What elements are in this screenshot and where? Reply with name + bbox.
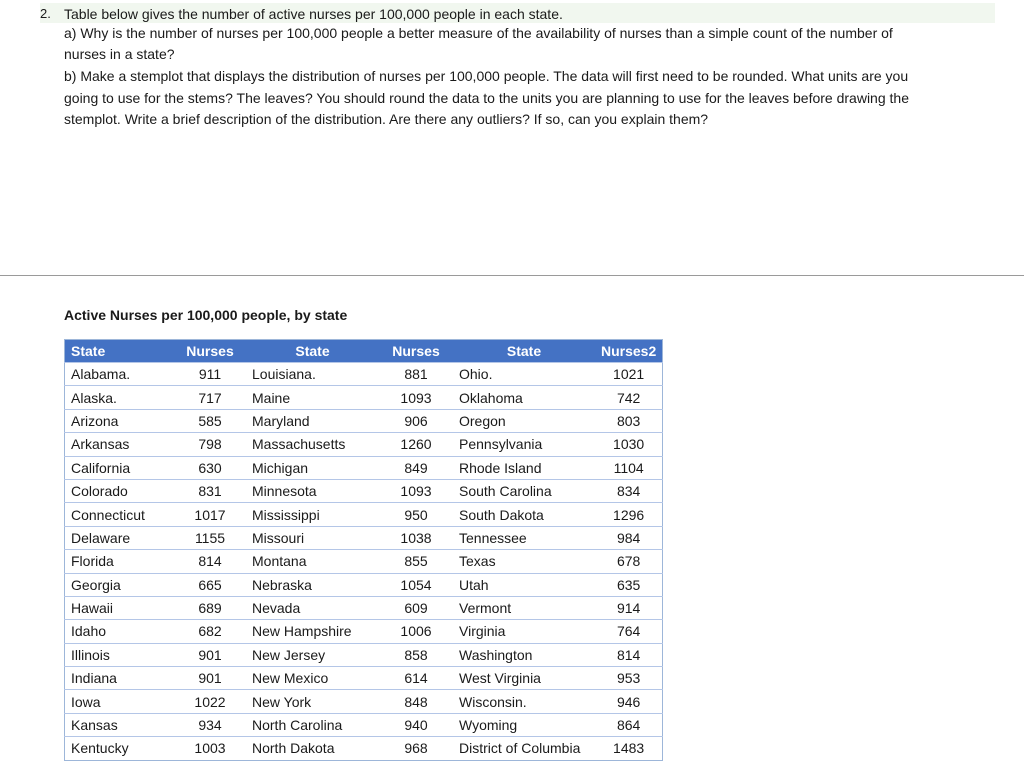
nurses-cell: 1093 xyxy=(379,479,453,502)
section-divider xyxy=(0,275,1024,276)
header-state-2: State xyxy=(246,340,379,363)
header-state-1: State xyxy=(65,340,175,363)
state-cell: California xyxy=(65,456,175,479)
nurses-cell: 953 xyxy=(595,667,663,690)
nurses-cell: 742 xyxy=(595,386,663,409)
state-cell: North Carolina xyxy=(246,713,379,736)
nurses-cell: 1483 xyxy=(595,737,663,760)
state-cell: Washington xyxy=(453,643,595,666)
state-cell: New York xyxy=(246,690,379,713)
nurses-cell: 1054 xyxy=(379,573,453,596)
state-cell: Florida xyxy=(65,550,175,573)
table-header-row xyxy=(65,340,663,363)
state-cell: Missouri xyxy=(246,526,379,549)
table-body xyxy=(65,363,663,761)
nurses-cell: 906 xyxy=(379,409,453,432)
nurses-cell: 831 xyxy=(174,479,246,502)
table-row xyxy=(65,667,663,690)
state-cell: Arizona xyxy=(65,409,175,432)
nurses-cell: 1022 xyxy=(174,690,246,713)
state-cell: Nevada xyxy=(246,596,379,619)
state-cell: Oklahoma xyxy=(453,386,595,409)
state-cell: Tennessee xyxy=(453,526,595,549)
nurses-cell: 968 xyxy=(379,737,453,760)
state-cell: Kentucky xyxy=(65,737,175,760)
state-cell: Idaho xyxy=(65,620,175,643)
nurses-cell: 849 xyxy=(379,456,453,479)
state-cell: Nebraska xyxy=(246,573,379,596)
state-cell: Colorado xyxy=(65,479,175,502)
table-row xyxy=(65,737,663,760)
nurses-cell: 864 xyxy=(595,713,663,736)
nurses-cell: 1003 xyxy=(174,737,246,760)
state-cell: New Mexico xyxy=(246,667,379,690)
table-row xyxy=(65,363,663,386)
nurses-cell: 934 xyxy=(174,713,246,736)
state-cell: District of Columbia xyxy=(453,737,595,760)
state-cell: Vermont xyxy=(453,596,595,619)
header-nurses-3: Nurses2 xyxy=(595,340,663,363)
nurses-cell: 1155 xyxy=(174,526,246,549)
nurses-cell: 678 xyxy=(595,550,663,573)
table-row xyxy=(65,713,663,736)
state-cell: West Virginia xyxy=(453,667,595,690)
question-part-b-line1: b) Make a stemplot that displays the distribution of nurses per 100,000 people. The data will first need to be rounded. What units are you xyxy=(64,68,909,84)
nurses-table xyxy=(64,339,663,761)
nurses-cell: 614 xyxy=(379,667,453,690)
state-cell: Montana xyxy=(246,550,379,573)
nurses-cell: 1030 xyxy=(595,433,663,456)
nurses-cell: 940 xyxy=(379,713,453,736)
nurses-cell: 1017 xyxy=(174,503,246,526)
state-cell: Virginia xyxy=(453,620,595,643)
table-row xyxy=(65,433,663,456)
nurses-cell: 682 xyxy=(174,620,246,643)
nurses-cell: 798 xyxy=(174,433,246,456)
question-part-b-line2: going to use for the stems? The leaves? You should round the data to the units you are planning to use for the leaves before drawing the xyxy=(64,90,909,106)
state-cell: Georgia xyxy=(65,573,175,596)
state-cell: Louisiana. xyxy=(246,363,379,386)
nurses-cell: 858 xyxy=(379,643,453,666)
question-part-a-line2: nurses in a state? xyxy=(64,46,175,62)
nurses-cell: 901 xyxy=(174,667,246,690)
state-cell: Massachusetts xyxy=(246,433,379,456)
table-row xyxy=(65,409,663,432)
table-row xyxy=(65,386,663,409)
state-cell: Texas xyxy=(453,550,595,573)
state-cell: Indiana xyxy=(65,667,175,690)
nurses-cell: 848 xyxy=(379,690,453,713)
nurses-cell: 803 xyxy=(595,409,663,432)
state-cell: Delaware xyxy=(65,526,175,549)
question-part-a-line1: a) Why is the number of nurses per 100,000 people a better measure of the availability of nurses than a simple count of the number of xyxy=(64,25,893,41)
table-row xyxy=(65,573,663,596)
question-intro: Table below gives the number of active nurses per 100,000 people in each state. xyxy=(64,6,563,22)
header-nurses-2: Nurses xyxy=(379,340,453,363)
nurses-cell: 1006 xyxy=(379,620,453,643)
nurses-cell: 1038 xyxy=(379,526,453,549)
nurses-cell: 901 xyxy=(174,643,246,666)
nurses-cell: 1296 xyxy=(595,503,663,526)
state-cell: Wyoming xyxy=(453,713,595,736)
nurses-cell: 1260 xyxy=(379,433,453,456)
table-row xyxy=(65,550,663,573)
nurses-cell: 1021 xyxy=(595,363,663,386)
table-row xyxy=(65,620,663,643)
nurses-cell: 814 xyxy=(174,550,246,573)
table-row xyxy=(65,456,663,479)
header-state-3: State xyxy=(453,340,595,363)
nurses-cell: 834 xyxy=(595,479,663,502)
nurses-cell: 814 xyxy=(595,643,663,666)
state-cell: Pennsylvania xyxy=(453,433,595,456)
nurses-cell: 1093 xyxy=(379,386,453,409)
nurses-cell: 855 xyxy=(379,550,453,573)
question-number: 2. xyxy=(40,6,51,21)
state-cell: Mississippi xyxy=(246,503,379,526)
nurses-cell: 717 xyxy=(174,386,246,409)
state-cell: South Dakota xyxy=(453,503,595,526)
nurses-cell: 881 xyxy=(379,363,453,386)
state-cell: Michigan xyxy=(246,456,379,479)
state-cell: Hawaii xyxy=(65,596,175,619)
state-cell: Utah xyxy=(453,573,595,596)
nurses-cell: 609 xyxy=(379,596,453,619)
nurses-cell: 764 xyxy=(595,620,663,643)
nurses-cell: 911 xyxy=(174,363,246,386)
nurses-cell: 1104 xyxy=(595,456,663,479)
table-row xyxy=(65,596,663,619)
header-nurses-1: Nurses xyxy=(174,340,246,363)
table-row xyxy=(65,526,663,549)
table-row xyxy=(65,690,663,713)
state-cell: Ohio. xyxy=(453,363,595,386)
state-cell: South Carolina xyxy=(453,479,595,502)
nurses-cell: 914 xyxy=(595,596,663,619)
question-part-b-line3: stemplot. Write a brief description of the distribution. Are there any outliers? If so, can you explain them? xyxy=(64,111,709,127)
nurses-cell: 585 xyxy=(174,409,246,432)
state-cell: Illinois xyxy=(65,643,175,666)
state-cell: Connecticut xyxy=(65,503,175,526)
nurses-cell: 950 xyxy=(379,503,453,526)
state-cell: North Dakota xyxy=(246,737,379,760)
table-row xyxy=(65,503,663,526)
table-title: Active Nurses per 100,000 people, by state xyxy=(64,307,348,323)
state-cell: Iowa xyxy=(65,690,175,713)
state-cell: New Jersey xyxy=(246,643,379,666)
state-cell: New Hampshire xyxy=(246,620,379,643)
nurses-cell: 946 xyxy=(595,690,663,713)
state-cell: Alabama. xyxy=(65,363,175,386)
nurses-cell: 984 xyxy=(595,526,663,549)
nurses-cell: 630 xyxy=(174,456,246,479)
table-row xyxy=(65,479,663,502)
state-cell: Kansas xyxy=(65,713,175,736)
nurses-cell: 665 xyxy=(174,573,246,596)
nurses-cell: 635 xyxy=(595,573,663,596)
state-cell: Wisconsin. xyxy=(453,690,595,713)
table-row xyxy=(65,643,663,666)
state-cell: Maine xyxy=(246,386,379,409)
state-cell: Maryland xyxy=(246,409,379,432)
state-cell: Rhode Island xyxy=(453,456,595,479)
state-cell: Oregon xyxy=(453,409,595,432)
state-cell: Alaska. xyxy=(65,386,175,409)
state-cell: Arkansas xyxy=(65,433,175,456)
state-cell: Minnesota xyxy=(246,479,379,502)
nurses-cell: 689 xyxy=(174,596,246,619)
